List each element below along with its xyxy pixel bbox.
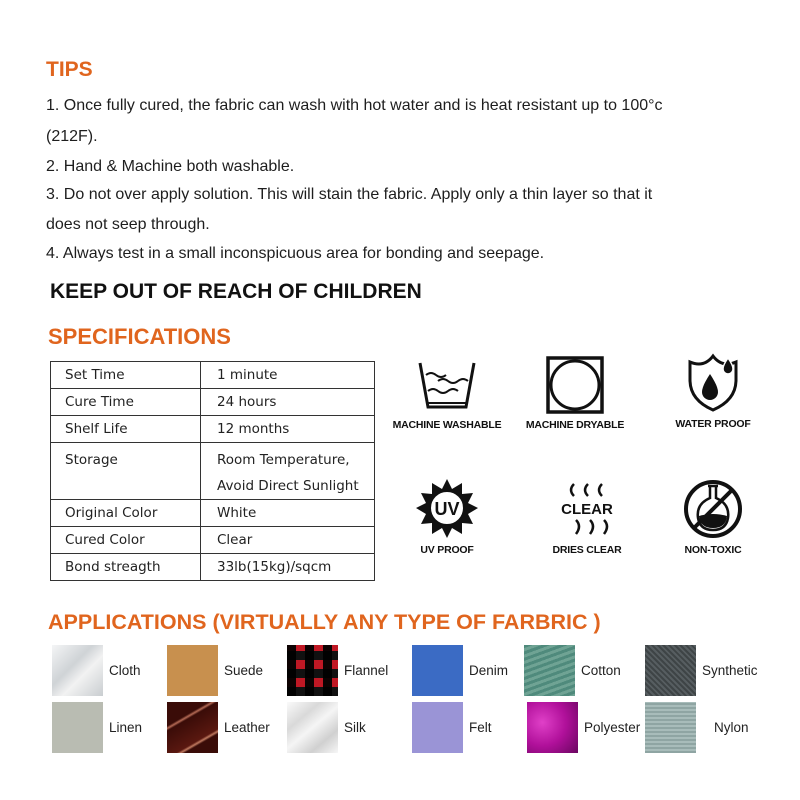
tip-line-2: 2. Hand & Machine both washable. [46, 158, 295, 175]
cloth-swatch [52, 645, 103, 696]
cotton-swatch [524, 645, 575, 696]
fabric-label: Denim [469, 663, 509, 678]
spec-value: 12 months [201, 416, 375, 443]
nylon-swatch [645, 702, 696, 753]
spec-key: Cure Time [51, 389, 201, 416]
tip-line-3: 3. Do not over apply solution. This will stain the fabric. Apply only a thin layer so that it [46, 186, 653, 203]
spec-key: Set Time [51, 362, 201, 389]
spec-key: Bond streagth [51, 554, 201, 581]
spec-value: 33lb(15kg)/sqcm [201, 554, 375, 581]
spec-row [51, 527, 375, 554]
flannel-swatch [287, 645, 338, 696]
spec-value-line: Room Temperature, [217, 452, 350, 468]
fabric-synthetic [645, 645, 758, 696]
wash-tub-icon [412, 355, 482, 415]
polyester-swatch [527, 702, 578, 753]
feature-machine-dryable [510, 355, 640, 431]
spec-value-line: Avoid Direct Sunlight [217, 478, 359, 494]
spec-row [51, 500, 375, 527]
shield-drop-icon [678, 352, 748, 414]
spec-key: Storage [51, 443, 201, 500]
fabric-suede [167, 645, 263, 696]
fabric-cloth [52, 645, 141, 696]
fabric-label: Polyester [584, 720, 641, 735]
spec-key: Original Color [51, 500, 201, 527]
spec-value: 1 minute [201, 362, 375, 389]
spec-value: 24 hours [201, 389, 375, 416]
spec-row [51, 443, 375, 500]
clear-waves-icon [552, 478, 622, 540]
silk-swatch [287, 702, 338, 753]
tip-line-3-cont: does not seep through. [46, 216, 210, 233]
no-flask-icon [678, 478, 748, 540]
denim-swatch [412, 645, 463, 696]
spec-row [51, 416, 375, 443]
spec-row [51, 362, 375, 389]
fabric-label: Synthetic [702, 663, 758, 678]
leather-swatch [167, 702, 218, 753]
fabric-nylon [645, 702, 749, 753]
feature-dries-clear [522, 478, 652, 556]
suede-swatch [167, 645, 218, 696]
fabric-label: Felt [469, 720, 492, 735]
fabric-label: Cloth [109, 663, 141, 678]
fabric-polyester [527, 702, 640, 753]
feature-label: UV PROOF [420, 544, 474, 556]
spec-row [51, 554, 375, 581]
tumble-dry-icon [540, 355, 610, 415]
feature-label: DRIES CLEAR [552, 544, 622, 556]
spec-value: White [201, 500, 375, 527]
feature-machine-washable [382, 355, 512, 431]
feature-label: NON-TOXIC [684, 544, 742, 556]
specifications-table [50, 361, 375, 581]
feature-non-toxic [648, 478, 778, 556]
fabric-label: Suede [224, 663, 264, 678]
specifications-heading: SPECIFICATIONS [48, 324, 231, 349]
fabric-denim [412, 645, 508, 696]
fabric-label: Nylon [714, 720, 749, 735]
fabric-linen [52, 702, 142, 753]
uv-text: UV [434, 499, 460, 519]
fabric-cotton [524, 645, 621, 696]
fabric-label: Flannel [344, 663, 389, 678]
felt-swatch [412, 702, 463, 753]
fabric-leather [167, 702, 270, 753]
linen-swatch [52, 702, 103, 753]
tips-heading: TIPS [46, 58, 93, 81]
fabric-label: Cotton [581, 663, 621, 678]
warning-text: KEEP OUT OF REACH OF CHILDREN [50, 280, 422, 303]
feature-water-proof [648, 352, 778, 430]
fabric-label: Silk [344, 720, 366, 735]
spec-key: Cured Color [51, 527, 201, 554]
uv-sun-icon [412, 478, 482, 540]
tip-line-1: 1. Once fully cured, the fabric can wash with hot water and is heat resistant up to 100°c [46, 97, 663, 114]
tip-line-4: 4. Always test in a small inconspicuous area for bonding and seepage. [46, 245, 545, 262]
feature-label: MACHINE DRYABLE [525, 419, 625, 431]
spec-value: Clear [201, 527, 375, 554]
tip-line-1-cont: (212F). [46, 128, 98, 145]
feature-label: WATER PROOF [675, 418, 751, 430]
feature-uv-proof [382, 478, 512, 556]
fabric-label: Leather [224, 720, 270, 735]
clear-text: CLEAR [561, 501, 613, 518]
spec-value [201, 443, 375, 500]
fabric-label: Linen [109, 720, 143, 735]
fabric-silk [287, 702, 366, 753]
feature-label: MACHINE WASHABLE [392, 419, 502, 431]
applications-heading: APPLICATIONS (VIRTUALLY ANY TYPE OF FARBRIC ) [48, 610, 601, 634]
fabric-flannel [287, 645, 388, 696]
synthetic-swatch [645, 645, 696, 696]
fabric-felt [412, 702, 492, 753]
spec-key: Shelf Life [51, 416, 201, 443]
spec-row [51, 389, 375, 416]
